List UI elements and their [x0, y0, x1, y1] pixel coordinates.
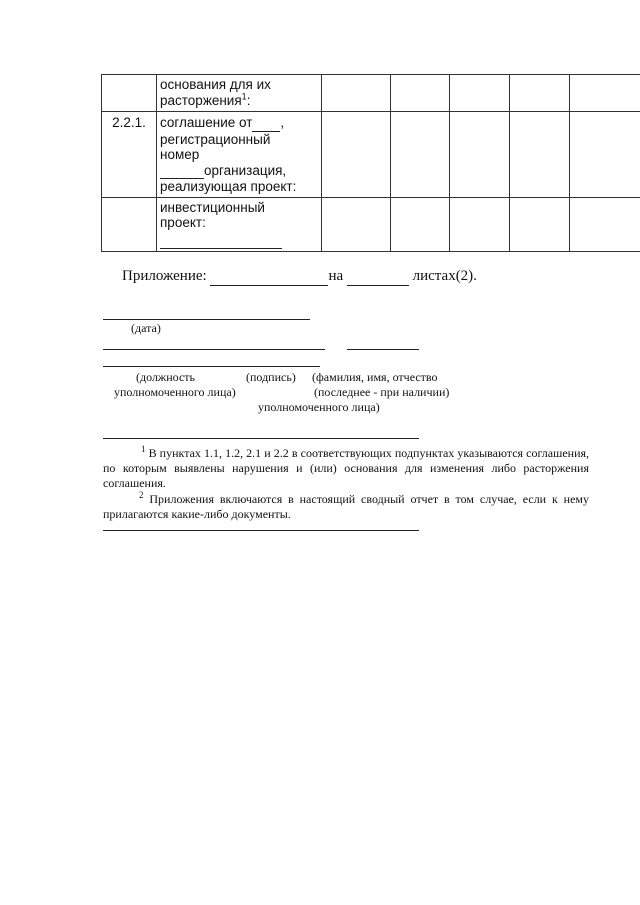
- footnote-mark: 1: [141, 444, 146, 454]
- value-cell: [510, 197, 570, 252]
- position-label-2: уполномоченного лица): [114, 385, 236, 399]
- value-cell: [322, 75, 391, 112]
- footnote-2: $^2$ Приложения включаются в настоящий сводный отчет в том случае, если к нему прилагаются какие-либо документы.: [103, 490, 590, 521]
- value-cell: [322, 112, 391, 198]
- value-cell: [570, 112, 640, 198]
- value-cell: [450, 75, 510, 112]
- date-line: [103, 319, 310, 320]
- row-number-cell: [102, 75, 157, 112]
- footnote-separator: [103, 438, 419, 439]
- appendix-line: Приложение: на листах(2).: [122, 268, 477, 284]
- report-table: [101, 74, 640, 252]
- blank-line: [160, 233, 282, 250]
- footnote-1: $^1$ В пунктах 1.1, 1.2, 2.1 и 2.2 в соответствующих подпунктах указываются соглашения, по которым выявлены нарушения и (или) основания для изменения либо расторжения соглашения.: [103, 444, 590, 490]
- footnote-ref: 1: [241, 91, 247, 101]
- value-cell: [570, 75, 640, 112]
- value-cell: [510, 112, 570, 198]
- row-number-cell: 2.2.1.: [102, 112, 157, 198]
- name-line: [103, 366, 320, 367]
- blank-line: [160, 163, 204, 180]
- value-cell: [510, 75, 570, 112]
- table-row: [102, 197, 640, 252]
- footnote-mark: 2: [139, 490, 144, 500]
- blank-line: [252, 115, 280, 132]
- row-text-cell: [157, 75, 322, 112]
- row-text-cell: соглашение от , регистрационный номер организация, реализующая проект:: [157, 112, 322, 198]
- row-text-line: расторжения$^1$:: [160, 91, 251, 108]
- row-text-cell: инвестиционный проект:: [157, 197, 322, 252]
- signature-label: (подпись): [246, 370, 296, 384]
- table-row: [102, 75, 640, 112]
- name-label: (фамилия, имя, отчество: [312, 370, 438, 384]
- date-label: (дата): [131, 321, 161, 335]
- name-label-2: (последнее - при наличии): [314, 385, 450, 399]
- position-label: (должность: [136, 370, 195, 384]
- position-line: [103, 349, 325, 350]
- value-cell: [391, 112, 450, 198]
- signature-line: [347, 349, 419, 350]
- value-cell: [450, 112, 510, 198]
- value-cell: [391, 197, 450, 252]
- value-cell: [570, 197, 640, 252]
- appendix-name-blank: [210, 268, 328, 286]
- appendix-label: Приложение:: [122, 268, 207, 284]
- table-row: [102, 112, 640, 198]
- value-cell: [322, 197, 391, 252]
- footnote-end-line: [103, 530, 419, 531]
- row-number-cell: [102, 197, 157, 252]
- row-text-line: основания для их: [160, 77, 271, 92]
- value-cell: [450, 197, 510, 252]
- value-cell: [391, 75, 450, 112]
- name-label-3: уполномоченного лица): [258, 400, 380, 414]
- appendix-sheets-blank: [347, 268, 409, 286]
